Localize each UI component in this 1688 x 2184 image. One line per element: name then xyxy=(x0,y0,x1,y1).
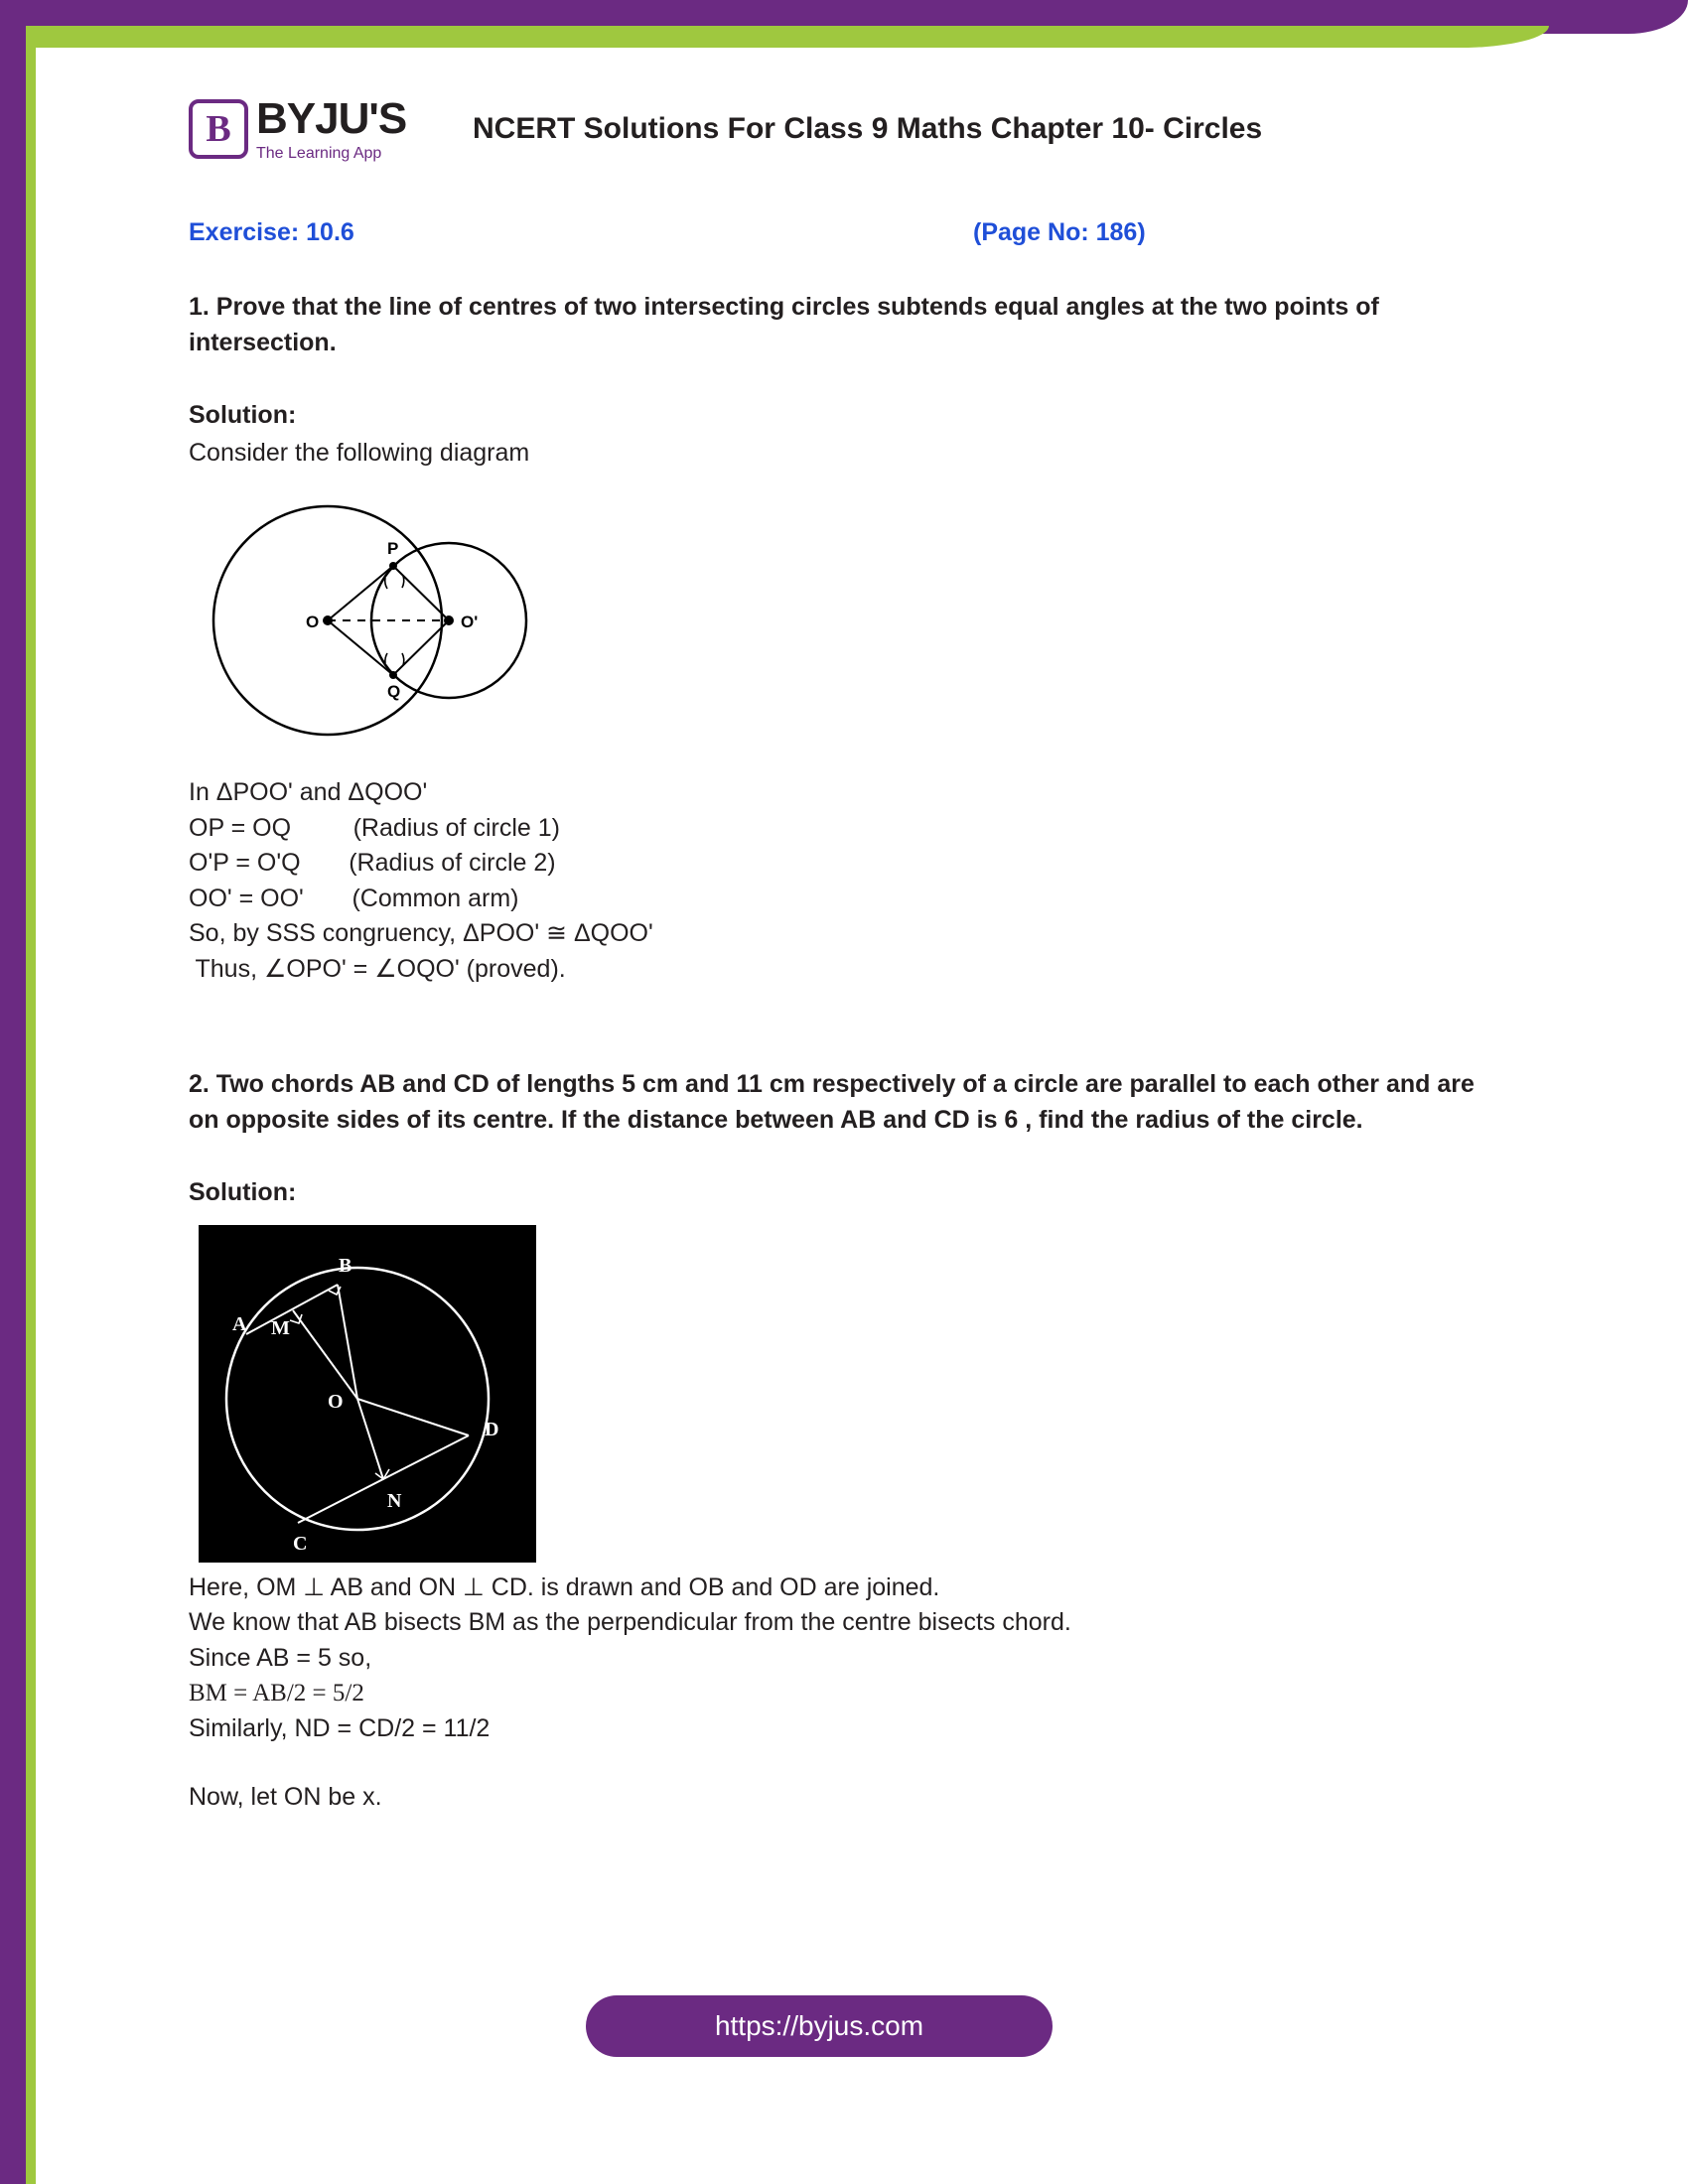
left-purple-bar xyxy=(0,0,26,2184)
figure-1-label-o-prime: O' xyxy=(461,613,479,631)
step-line: So, by SSS congruency, ΔPOO' ≅ ΔQOO' xyxy=(189,919,653,947)
exercise-label: Exercise: 10.6 xyxy=(189,218,354,246)
question-1-steps xyxy=(189,775,1509,987)
figure-circle-two-chords xyxy=(199,1225,536,1563)
step-line: O'P = O'Q (Radius of circle 2) xyxy=(189,849,556,877)
step-line: In ΔPOO' and ΔQOO' xyxy=(189,778,428,806)
question-1-intro: Consider the following diagram xyxy=(189,438,530,467)
byjus-logo xyxy=(189,94,457,164)
step-line: Thus, ∠OPO' = ∠OQO' (proved). xyxy=(189,954,566,983)
document-body xyxy=(189,199,1509,1816)
logo-tagline: The Learning App xyxy=(256,144,382,162)
logo-mask xyxy=(445,90,467,164)
figure-2-label-b: B xyxy=(339,1254,352,1277)
question-2-closing: Now, let ON be x. xyxy=(189,1783,382,1811)
figure-two-intersecting-circles xyxy=(199,496,1509,750)
figure-2-label-o: O xyxy=(328,1390,344,1413)
question-2-text: 2. Two chords AB and CD of lengths 5 cm and 11 cm respectively of a circle are parallel to each other and are on opposite sides of its centre. If the distance between AB and CD is 6 , find the radius of the circle. xyxy=(189,1070,1475,1135)
footer-url-button[interactable] xyxy=(586,1995,1053,2057)
figure-2-svg xyxy=(199,1225,536,1563)
page-title: NCERT Solutions For Class 9 Maths Chapter 10- Circles xyxy=(473,112,1263,145)
question-2-solution-label: Solution: xyxy=(189,1177,297,1206)
figure-1-svg xyxy=(199,496,576,745)
page-header xyxy=(189,94,1262,164)
footer-url-text: https://byjus.com xyxy=(714,2010,924,2041)
left-green-bar xyxy=(26,48,36,2184)
figure-2-label-a: A xyxy=(232,1312,247,1335)
step-line: Here, OM ⊥ AB and ON ⊥ CD. is drawn and OB and OD are joined. xyxy=(189,1572,940,1601)
figure-2-label-m: M xyxy=(271,1316,290,1339)
question-1-text: 1. Prove that the line of centres of two intersecting circles subtends equal angles at the two points of intersection. xyxy=(189,293,1379,357)
logo-text xyxy=(256,93,407,162)
question-2-steps xyxy=(189,1570,1509,1747)
figure-1-label-q: Q xyxy=(387,682,401,701)
figure-2-label-d: D xyxy=(485,1418,499,1440)
figure-1-label-o: O xyxy=(306,613,320,631)
figure-2-label-c: C xyxy=(293,1532,308,1555)
logo-b-icon: B xyxy=(189,99,248,159)
question-1-solution-label: Solution: xyxy=(189,400,297,429)
figure-2-label-n: N xyxy=(387,1489,402,1512)
logo-name: BYJU'S xyxy=(256,93,407,143)
exercise-row xyxy=(189,218,1509,247)
page-number-label: (Page No: 186) xyxy=(973,218,1146,246)
step-line: Since AB = 5 so, xyxy=(189,1643,372,1672)
step-line: OP = OQ (Radius of circle 1) xyxy=(189,813,560,842)
step-line: We know that AB bisects BM as the perpendicular from the centre bisects chord. xyxy=(189,1608,1071,1636)
top-green-bar xyxy=(0,26,1549,48)
step-line: OO' = OO' (Common arm) xyxy=(189,884,519,912)
figure-1-label-p: P xyxy=(387,539,399,558)
step-line: Similarly, ND = CD/2 = 11/2 xyxy=(189,1713,491,1742)
step-line: BM = AB/2 = 5/2 xyxy=(189,1680,364,1706)
